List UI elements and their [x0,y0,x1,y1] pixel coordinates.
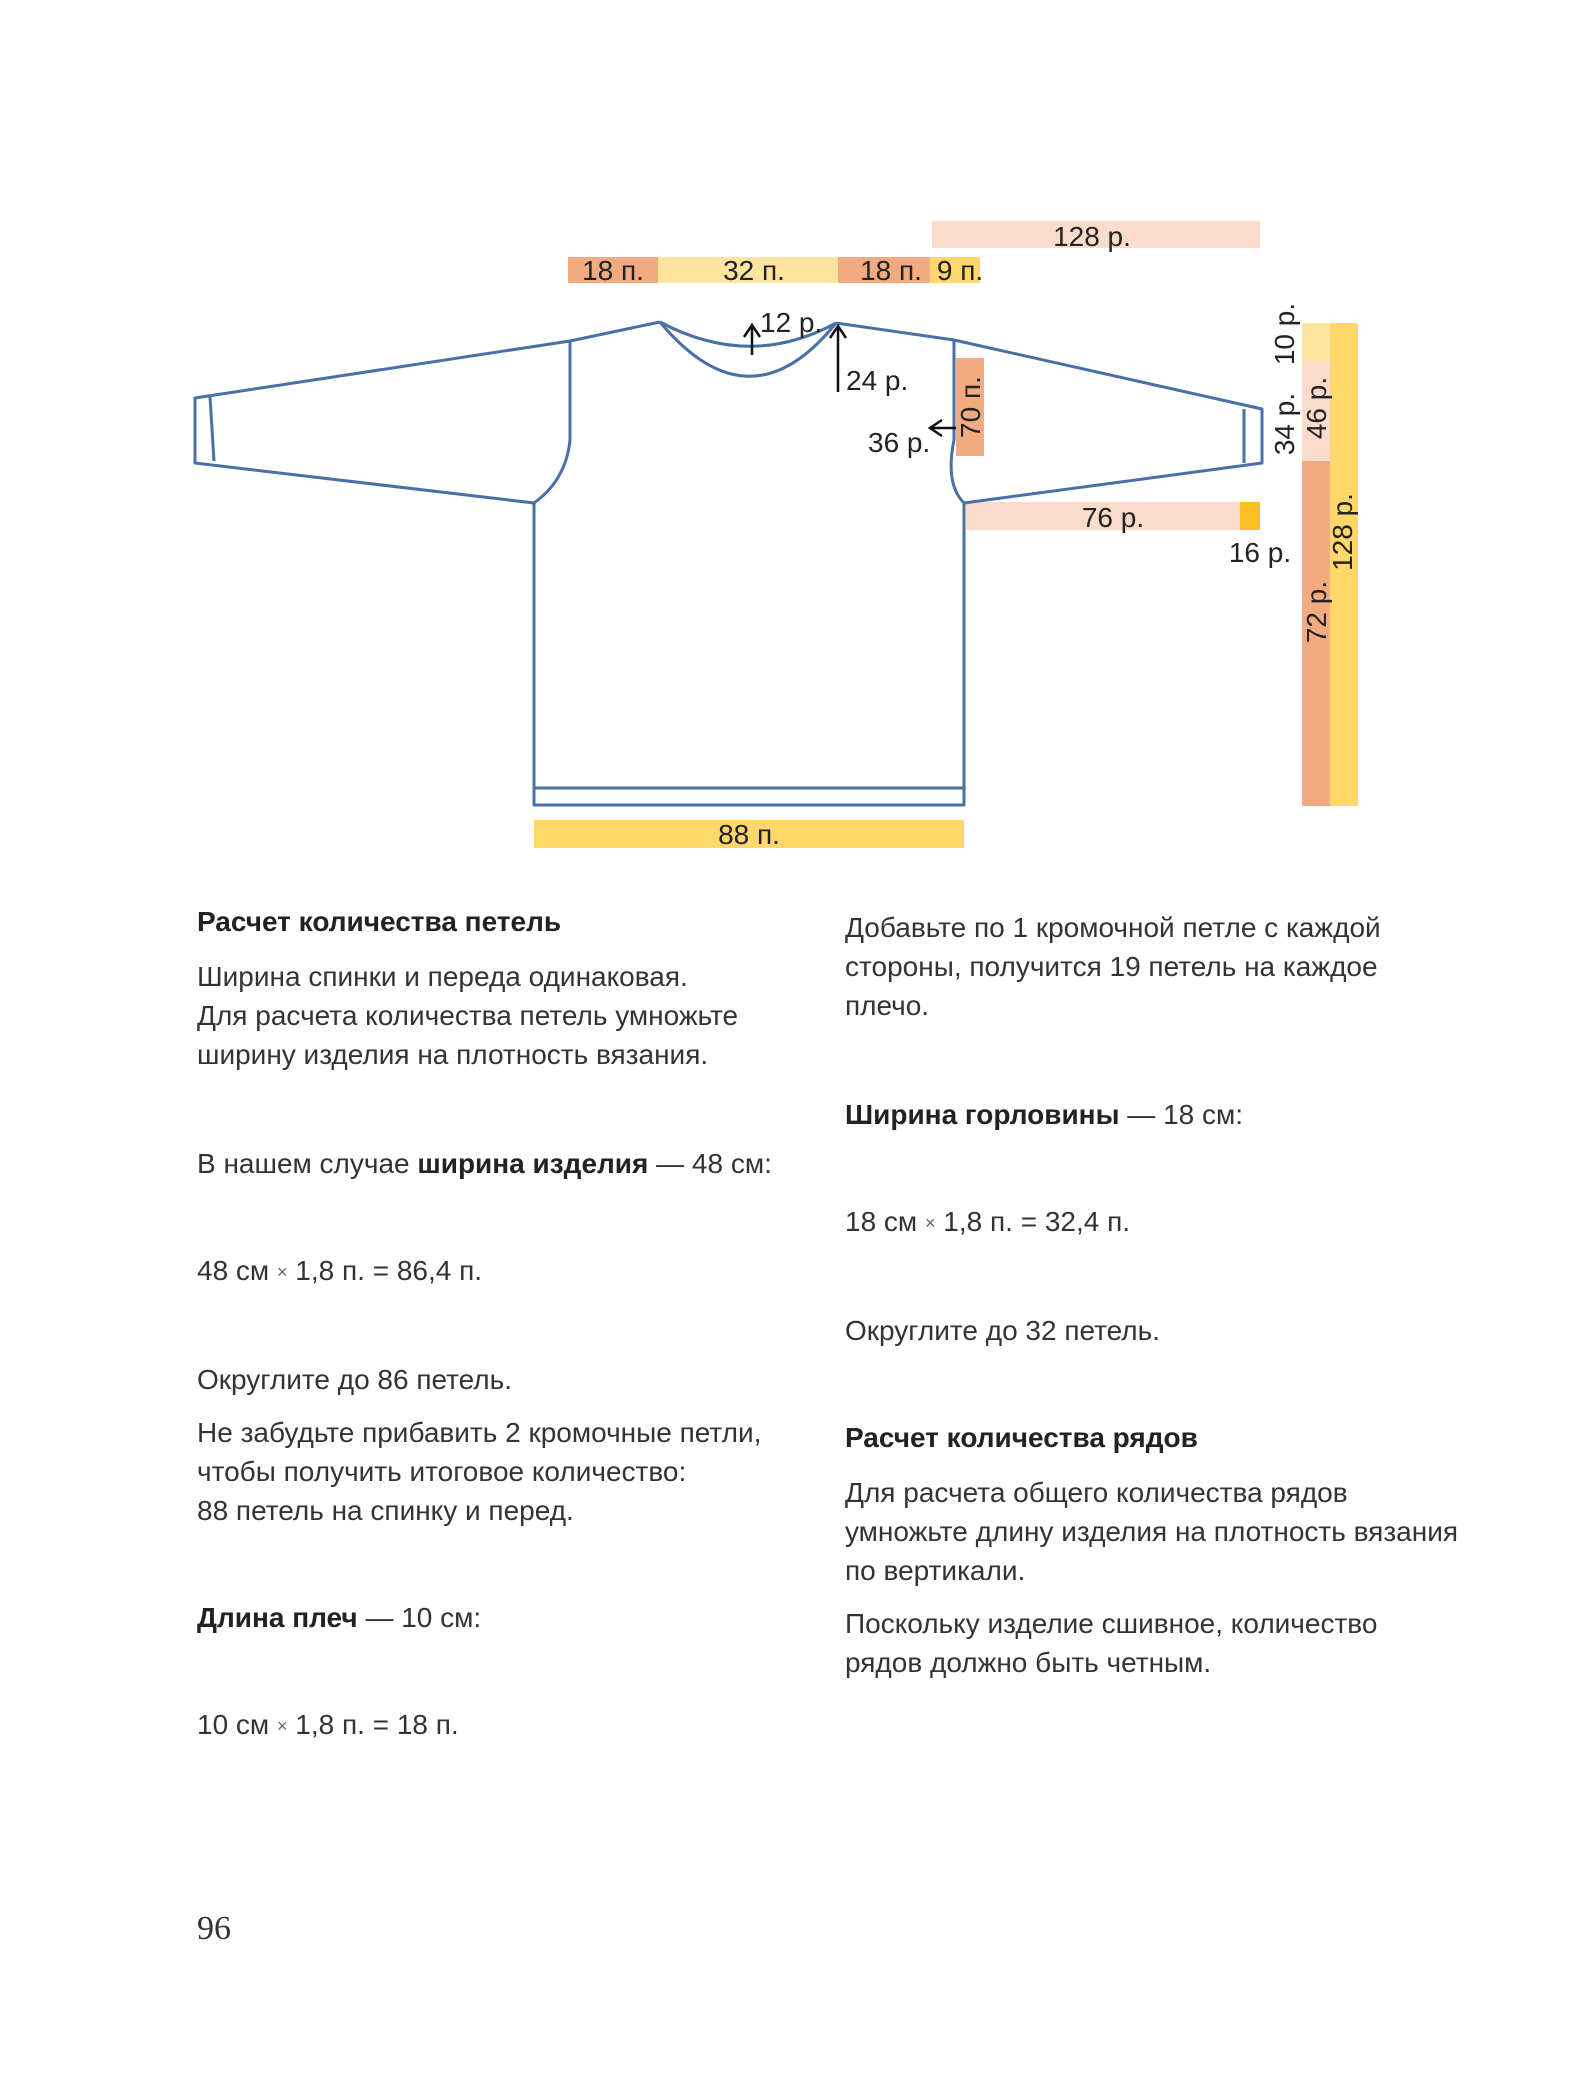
paragraph-width-same [197,957,837,1074]
text-line: 88 петель на спинку и перед. [197,1495,574,1526]
label-shoulder-right: 18 п. [860,255,922,286]
heading-stitch-count: Расчет количества петель [197,906,562,937]
text-line: Добавьте по 1 кромочной петле с каждой [845,912,1381,943]
label-armhole-rows: 36 р. [868,427,931,458]
text-line: по вертикали. [845,1555,1026,1586]
left-armhole [534,341,570,503]
arrow-armhole [930,420,956,436]
bar-right-10 [1302,323,1330,361]
body-outline [195,322,1262,805]
text-line: Для расчета количества петель умножьте [197,1000,739,1031]
paragraph-product-width [197,1144,837,1183]
formula-part: 1,8 п. = 86,4 п. [295,1255,483,1286]
text-line: Ширина спинки и переда одинаковая. [197,961,688,992]
text-line: Поскольку изделие сшивное, количество [845,1608,1378,1639]
formula-width [197,1251,837,1292]
bold-term: Длина плеч [197,1602,358,1633]
label-right-10: 10 р. [1269,302,1300,366]
paragraph-round-32: Округлите до 32 петель. [845,1315,1160,1346]
label-neck-width: 32 п. [723,255,785,286]
multiply-sign: × [276,1716,288,1736]
sweater-schematic [0,0,1591,880]
text-line: плечо. [845,990,930,1021]
arrow-neck-back [744,325,760,355]
formula-part: 18 см [845,1206,918,1237]
paragraph-edge-stitches [197,1413,837,1530]
label-right-72: 72 р. [1301,580,1332,644]
paragraph-row-calc [845,1473,1465,1590]
heading-row-count: Расчет количества рядов [845,1422,1198,1453]
text-fragment: В нашем случае [197,1148,418,1179]
label-shoulder-left: 18 п. [582,255,644,286]
formula-part: 10 см [197,1709,270,1740]
paragraph-shoulder-length [197,1598,837,1637]
formula-part: 48 см [197,1255,270,1286]
left-column [197,902,837,1746]
text-line: ширину изделия на плотность вязания. [197,1039,709,1070]
paragraph-shoulder-edge [845,908,1465,1025]
bold-term: Ширина горловины [845,1099,1120,1130]
page-number: 96 [197,1910,231,1947]
label-bottom-88: 88 п. [718,819,780,850]
sweater-outline [195,322,1262,805]
text-line: чтобы получить итоговое количество: [197,1456,687,1487]
label-side-76: 76 р. [1081,502,1145,533]
text-line: Для расчета общего количества рядов [845,1477,1348,1508]
text-fragment: — 18 см: [1119,1099,1244,1130]
multiply-sign: × [276,1262,288,1282]
formula-part: 1,8 п. = 32,4 п. [943,1206,1131,1237]
formula-shoulder [197,1705,837,1746]
text-line: умножьте длину изделия на плотность вязания [845,1516,1459,1547]
text-line: Не забудьте прибавить 2 кромочные петли, [197,1417,762,1448]
label-bevel: 9 п. [936,255,984,286]
text-line: рядов должно быть четным. [845,1647,1212,1678]
arrow-neck-front [830,326,846,392]
right-column [845,908,1465,1682]
bar-side-16 [1240,502,1260,530]
formula-part: 1,8 п. = 18 п. [295,1709,459,1740]
label-top-128: 128 р. [1053,221,1131,252]
label-right-34: 34 р. [1269,392,1300,456]
text-fragment: — 48 см: [648,1148,772,1179]
paragraph-even-rows [845,1604,1465,1682]
label-neck-depth-back: 12 р. [760,307,823,338]
label-side-16: 16 р. [1228,537,1292,568]
left-cuff-line-1 [210,397,214,461]
bold-term: ширина изделия [417,1148,649,1179]
multiply-sign: × [924,1213,936,1233]
label-neck-depth-front: 24 р. [846,365,909,396]
label-armhole-stitches: 70 п. [955,376,986,438]
label-right-128: 128 р. [1327,493,1358,571]
paragraph-neck-width [845,1095,1465,1134]
formula-neck [845,1202,1465,1243]
text-fragment: — 10 см: [357,1602,482,1633]
label-right-46: 46 р. [1301,376,1332,440]
paragraph-round-86: Округлите до 86 петель. [197,1364,512,1395]
text-line: стороны, получится 19 петель на каждое [845,951,1378,982]
